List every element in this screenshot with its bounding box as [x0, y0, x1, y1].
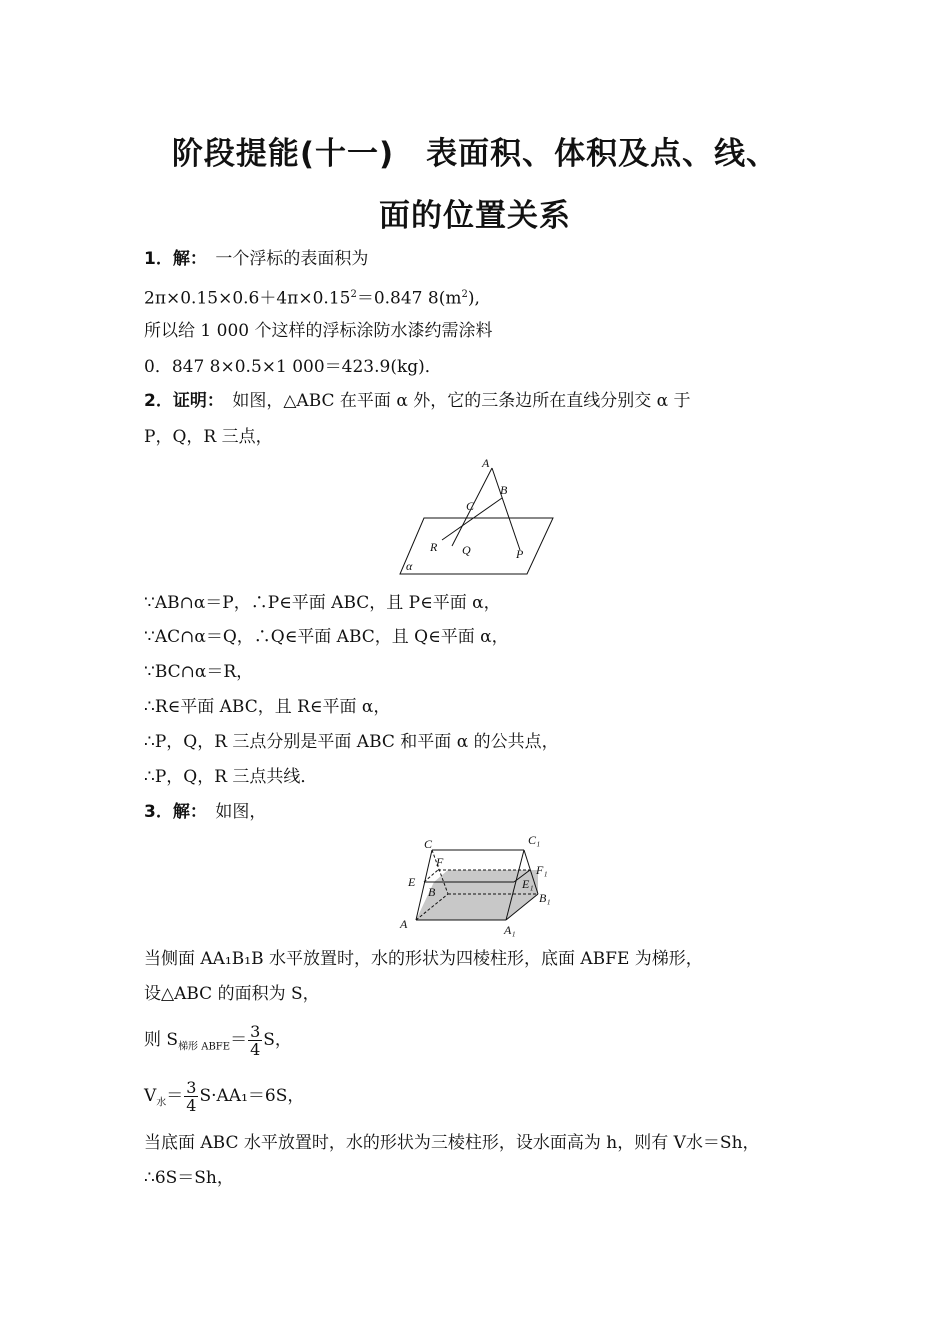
q2-step-1: ∵AB∩α＝P，∴P∈平面 ABC，且 P∈平面 α， — [144, 593, 501, 613]
fraction-denominator: 4 — [250, 1040, 261, 1059]
label-e1: E₁ — [522, 877, 534, 891]
q1-formula-part-b: ＝0.847 8(m — [356, 288, 462, 309]
q3-line-1: 当侧面 AA₁B₁B 水平放置时，水的形状为四棱柱形，底面 ABFE 为梯形， — [144, 949, 703, 969]
q3-line-3 — [144, 1020, 292, 1067]
label-a: A — [482, 456, 490, 470]
q1-formula — [144, 284, 480, 310]
page-title-line-2: 面的位置关系 — [379, 198, 571, 234]
label-c: C — [424, 837, 433, 851]
q3-v-symbol: V — [144, 1086, 157, 1106]
q3-intro — [144, 801, 266, 823]
q2-intro — [144, 390, 691, 412]
q2-step-5: ∴P，Q，R 三点分别是平面 ABC 和平面 α 的公共点， — [144, 732, 559, 752]
q3-line-3-tail: S， — [263, 1030, 292, 1050]
label-b: B — [428, 885, 436, 899]
label-alpha: α — [406, 559, 413, 573]
fraction-numerator-2: 3 — [186, 1078, 197, 1097]
q3-s-symbol: 则 S — [144, 1030, 179, 1050]
page-title-line-1: 阶段提能(十一) 表面积、体积及点、线、 — [171, 136, 779, 172]
q2-line-2: P，Q，R 三点， — [144, 427, 273, 447]
label-q: Q — [462, 543, 471, 557]
q3-line-2: 设△ABC 的面积为 S， — [144, 984, 320, 1004]
prism-figure — [394, 830, 560, 938]
label-a1: A₁ — [504, 923, 516, 937]
q3-s-subscript: 梯形 ABFE — [178, 1041, 231, 1053]
plane-alpha — [400, 518, 553, 574]
fraction-three-quarters — [248, 1023, 262, 1058]
label-p: P — [516, 547, 524, 561]
fraction-numerator: 3 — [250, 1022, 261, 1041]
label-c1: C₁ — [528, 833, 541, 847]
q3-line-4 — [144, 1076, 304, 1123]
q3-equals: ＝ — [230, 1030, 248, 1050]
q1-formula-part-c: ), — [467, 288, 480, 309]
q3-v-subscript: 水 — [156, 1097, 167, 1109]
label-f1: F₁ — [536, 863, 548, 877]
q3-label: 3．解： — [144, 802, 199, 822]
fraction-three-quarters-2 — [184, 1079, 198, 1114]
q1-formula-sup: 2 — [350, 289, 357, 300]
q3-equals-2: ＝ — [166, 1086, 184, 1106]
line-ab — [492, 468, 520, 550]
label-b: B — [500, 483, 508, 497]
q3-line-5: 当底面 ABC 水平放置时，水的形状为三棱柱形，设水面高为 h，则有 V水＝Sh， — [144, 1133, 760, 1153]
label-e: E — [408, 875, 416, 889]
label-a: A — [400, 917, 408, 931]
q1-line-3: 所以给 1 000 个这样的浮标涂防水漆约需涂料 — [144, 321, 493, 341]
fraction-denominator-2: 4 — [186, 1096, 197, 1115]
q1-text: 一个浮标的表面积为 — [198, 249, 369, 269]
label-r: R — [430, 540, 438, 554]
label-c: C — [466, 499, 475, 513]
plane-triangle-figure — [396, 456, 556, 578]
q2-step-4: ∴R∈平面 ABC，且 R∈平面 α， — [144, 697, 391, 717]
q1-intro — [144, 248, 368, 270]
q1-line-4: 0．847 8×0.5×1 000＝423.9(kg)． — [144, 357, 442, 377]
label-b1: B₁ — [539, 891, 551, 905]
q2-step-6: ∴P，Q，R 三点共线． — [144, 767, 318, 787]
label-f: F — [436, 855, 444, 869]
q1-label: 1．解： — [144, 249, 199, 269]
q2-text: 如图，△ABC 在平面 α 外，它的三条边所在直线分别交 α 于 — [215, 391, 691, 411]
q2-label: 2．证明： — [144, 391, 216, 411]
q2-step-3: ∵BC∩α＝R， — [144, 662, 254, 682]
q1-formula-sup-2: 2 — [461, 289, 468, 300]
q3-line-6: ∴6S＝Sh， — [144, 1168, 234, 1188]
q3-line-4-tail: S·AA₁＝6S， — [199, 1086, 305, 1106]
q2-step-2: ∵AC∩α＝Q，∴Q∈平面 ABC，且 Q∈平面 α， — [144, 627, 509, 647]
q1-formula-part-a: 2π×0.15×0.6＋4π×0.15 — [144, 288, 351, 309]
q3-text: 如图， — [198, 802, 267, 822]
